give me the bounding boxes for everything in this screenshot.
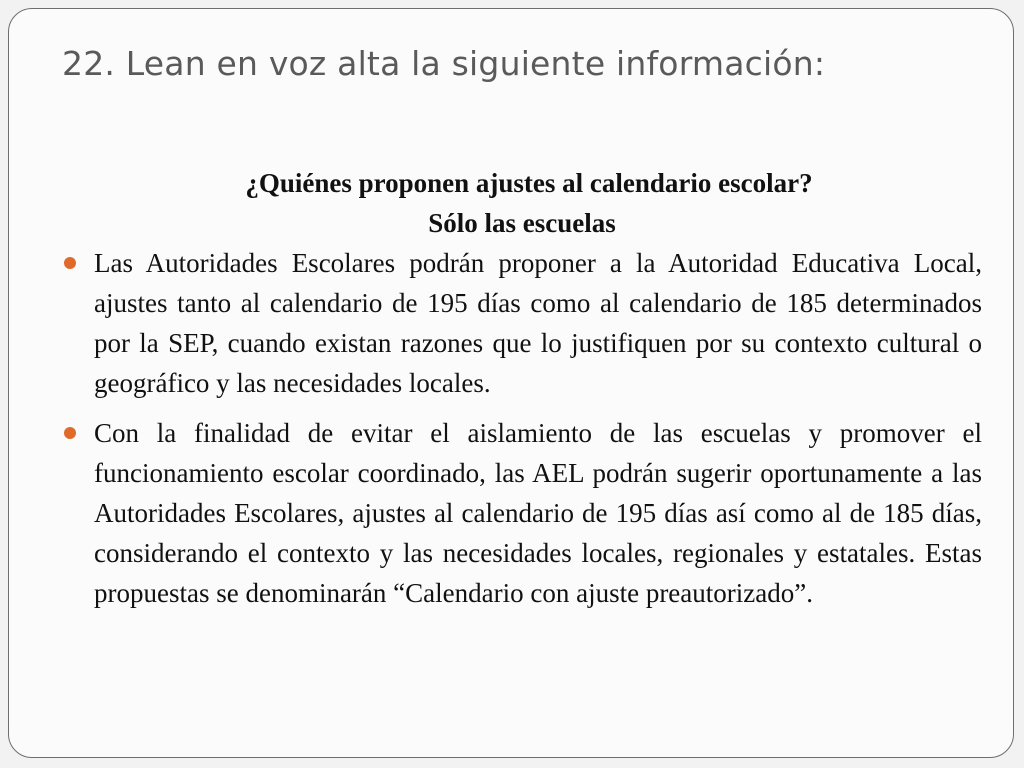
answer-heading: Sólo las escuelas [428,208,616,238]
slide-body [62,163,982,623]
bullet-item-2 [62,413,982,613]
bullet-text-1: Las Autoridades Escolares podrán proponer a la Autoridad Educativa Local, ajustes tanto al calendario de 195 días como al calendario de 185 determinados por la SEP, cuando existan razones que lo justifiquen por su contexto cultural o geográfico y las necesidades locales. [94,248,982,398]
question-heading: ¿Quiénes proponen ajustes al calendario escolar? [245,168,813,198]
bullet-text-2: Con la finalidad de evitar el aislamiento de las escuelas y promover el funcionamiento escolar coordinado, las AEL podrán sugerir oportunamente a las Autoridades Escolares, ajustes al calendario de 195 días así como al de 185 días, considerando el contexto y las necesidades locales, regionales y estatales. Estas propuestas se denominarán “Calendario con ajuste preautorizado”. [94,418,982,608]
bullet-item-1 [62,243,982,403]
bullet-dot-icon [64,427,76,439]
bullet-dot-icon [64,257,76,269]
slide-title: 22. Lean en voz alta la siguiente información: [62,44,826,83]
bullet-list [62,243,982,613]
